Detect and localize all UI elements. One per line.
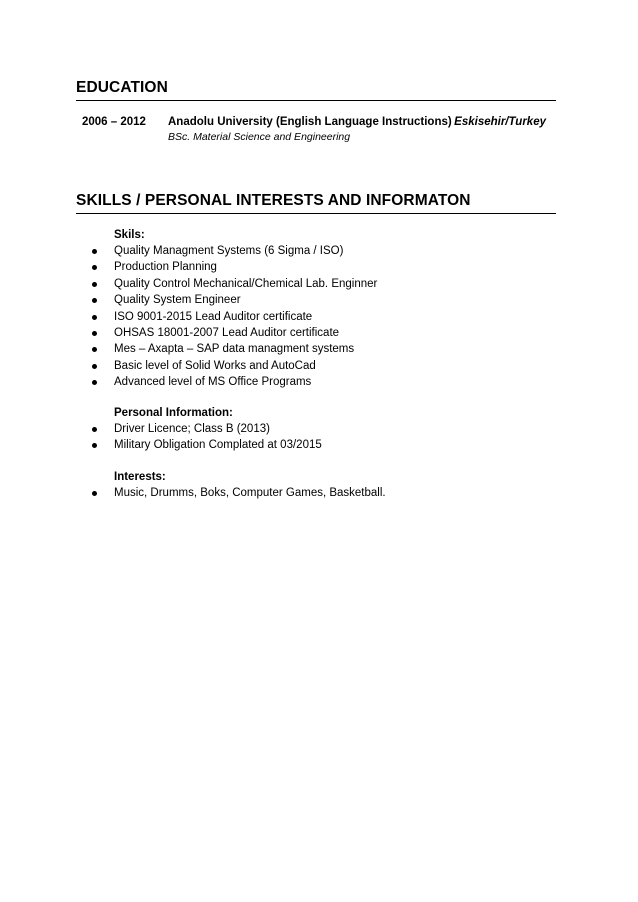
skills-heading: Skils: [114,229,145,241]
bullet-icon [92,249,97,254]
skill-text: Basic level of Solid Works and AutoCad [114,359,316,372]
list-item [90,341,377,357]
bullet-icon [92,298,97,303]
list-item [90,259,377,275]
list-item [90,358,377,374]
bullet-icon [92,364,97,369]
personal-info-text: Driver Licence; Class B (2013) [114,423,270,435]
list-item [90,243,377,259]
skill-text: Production Planning [114,261,217,274]
personal-info-text: Military Obligation Complated at 03/2015 [114,439,322,452]
list-item [90,485,386,501]
skill-text: Quality Control Mechanical/Chemical Lab. Enginner [114,277,378,290]
skills-section-title: SKILLS / PERSONAL INTERESTS AND INFORMATON [76,192,556,214]
bullet-icon [92,491,97,496]
bullet-icon [92,265,97,270]
bullet-icon [92,315,97,320]
list-item [90,374,377,390]
bullet-icon [92,380,97,385]
list-item [90,309,377,325]
personal-info-list [90,421,322,454]
interests-text: Music, Drumms, Boks, Computer Games, Basketball. [114,487,386,499]
personal-info-heading: Personal Information: [114,407,233,419]
education-entry [82,114,552,148]
interests-heading: Interests: [114,471,166,483]
education-location: Eskisehir/Turkey [454,116,546,128]
list-item [90,421,322,437]
list-item [90,276,377,292]
skill-text: ISO 9001-2015 Lead Auditor certificate [114,310,313,323]
skill-text: Quality Managment Systems (6 Sigma / ISO) [114,245,344,257]
bullet-icon [92,282,97,287]
bullet-icon [92,443,97,448]
bullet-icon [92,347,97,352]
list-item [90,292,377,308]
education-years: 2006 – 2012 [82,116,146,128]
interests-list [90,485,386,501]
skill-text: Quality System Engineer [114,294,241,307]
bullet-icon [92,427,97,432]
education-school: Anadolu University (English Language Instructions) [168,116,452,128]
bullet-icon [92,331,97,336]
education-section-title: EDUCATION [76,79,556,101]
education-degree: BSc. Material Science and Engineering [168,131,351,143]
list-item [90,325,377,341]
skill-text: Advanced level of MS Office Programs [114,376,312,389]
skills-list [90,243,377,391]
skill-text: Mes – Axapta – SAP data managment systems [114,343,355,356]
skill-text: OHSAS 18001-2007 Lead Auditor certificate [114,327,340,340]
list-item [90,437,322,453]
